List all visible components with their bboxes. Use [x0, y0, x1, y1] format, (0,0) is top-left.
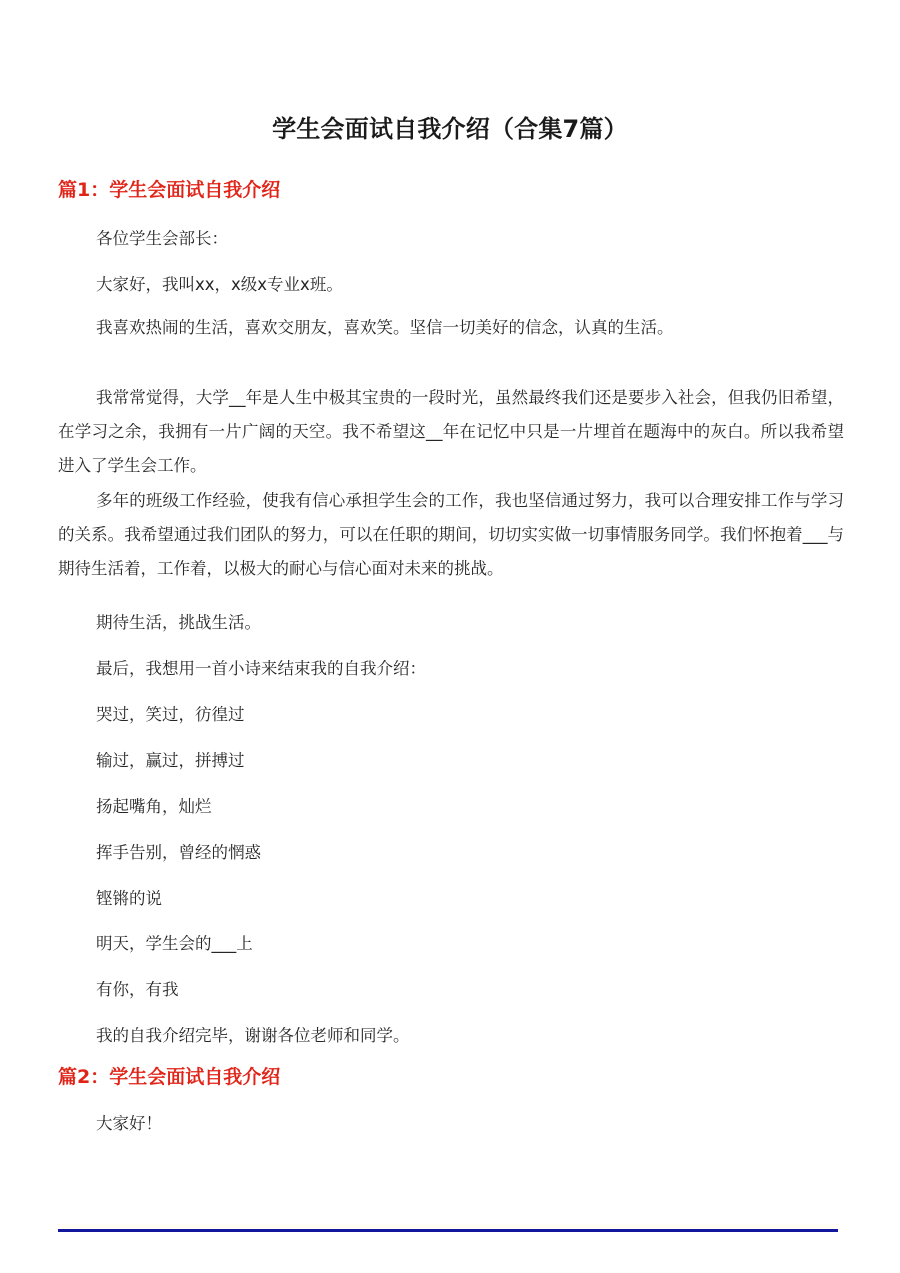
paragraph-1-7: 最后，我想用一首小诗来结束我的自我介绍：: [96, 659, 426, 678]
poem-line-4: 挥手告别，曾经的惘惑: [96, 843, 261, 862]
page-title: 学生会面试自我介绍（合集7篇）: [272, 115, 628, 143]
paragraph-1-3: 我喜欢热闹的生活，喜欢交朋友，喜欢笑。坚信一切美好的信念，认真的生活。: [96, 318, 674, 337]
poem-line-3: 扬起嘴角，灿烂: [96, 797, 212, 816]
poem-line-7: 有你，有我: [96, 980, 179, 999]
poem-line-2: 输过，赢过，拼搏过: [96, 751, 245, 770]
poem-line-1: 哭过，笑过，彷徨过: [96, 705, 245, 724]
paragraph-1-closing: 我的自我介绍完毕，谢谢各位老师和同学。: [96, 1026, 410, 1045]
section-heading-2: 篇2：学生会面试自我介绍: [58, 1066, 281, 1088]
poem-line-6: 明天，学生会的___上: [96, 934, 253, 953]
section-heading-1: 篇1：学生会面试自我介绍: [58, 179, 281, 201]
paragraph-1-4: 我常常觉得，大学__年是人生中极其宝贵的一段时光，虽然最终我们还是要步入社会，但我仍旧希望，在学习之余，我拥有一片广阔的天空。我不希望这__年在记忆中只是一片埋首在题海中的灰白。所以我希望进入了学生会工作。: [58, 388, 844, 475]
paragraph-1-5: 多年的班级工作经验，使我有信心承担学生会的工作，我也坚信通过努力，我可以合理安排工作与学习的关系。我希望通过我们团队的努力，可以在任职的期间，切切实实做一切事情服务同学。我们怀抱着___与期待生活着，工作着，以极大的耐心与信心面对未来的挑战。: [58, 491, 844, 578]
paragraph-2-1: 大家好！: [96, 1114, 162, 1133]
footer-divider: [58, 1229, 838, 1232]
paragraph-1-6: 期待生活，挑战生活。: [96, 613, 261, 632]
paragraph-1-1: 各位学生会部长：: [96, 229, 228, 248]
poem-line-5: 铿锵的说: [96, 889, 162, 908]
paragraph-1-2: 大家好，我叫xx，x级x专业x班。: [96, 275, 343, 294]
